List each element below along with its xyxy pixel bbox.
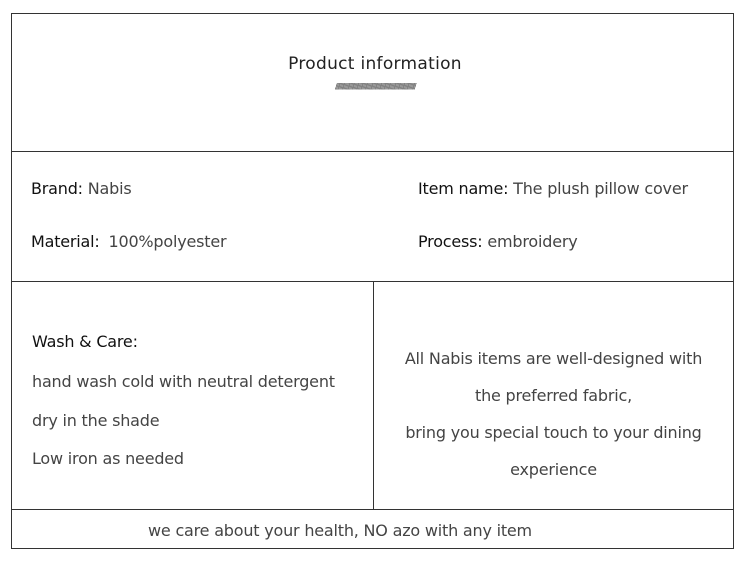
- material-label: Material:: [31, 232, 100, 251]
- title-decoration: /////////////////////////////////////////////////////////////////////////: [335, 82, 415, 91]
- item-name-field: [418, 179, 688, 198]
- brand-value: Nabis: [87, 179, 132, 198]
- wash-care-title: Wash & Care:: [32, 332, 138, 351]
- process-label: Process:: [418, 232, 483, 251]
- divider-footer: [12, 509, 733, 510]
- care-line: Low iron as needed: [32, 449, 184, 468]
- promo-line: bring you special touch to your dining: [405, 423, 702, 442]
- care-line: dry in the shade: [32, 411, 160, 430]
- material-field: [31, 232, 226, 251]
- promo-line: All Nabis items are well-designed with: [404, 349, 703, 368]
- item-name-value: The plush pillow cover: [513, 179, 688, 198]
- item-name-label: Item name:: [418, 179, 509, 198]
- product-info-title: Product information: [288, 54, 462, 74]
- promo-line: the preferred fabric,: [475, 386, 632, 405]
- process-field: [418, 232, 578, 251]
- process-value: embroidery: [487, 232, 578, 251]
- promo-line: experience: [510, 460, 597, 479]
- care-line: hand wash cold with neutral detergent: [32, 372, 335, 391]
- divider-header: [12, 151, 733, 152]
- brand-field: [31, 179, 131, 198]
- brand-label: Brand:: [31, 179, 83, 198]
- footer-note: we care about your health, NO azo with any item: [148, 521, 532, 540]
- material-value: 100%polyester: [108, 232, 227, 251]
